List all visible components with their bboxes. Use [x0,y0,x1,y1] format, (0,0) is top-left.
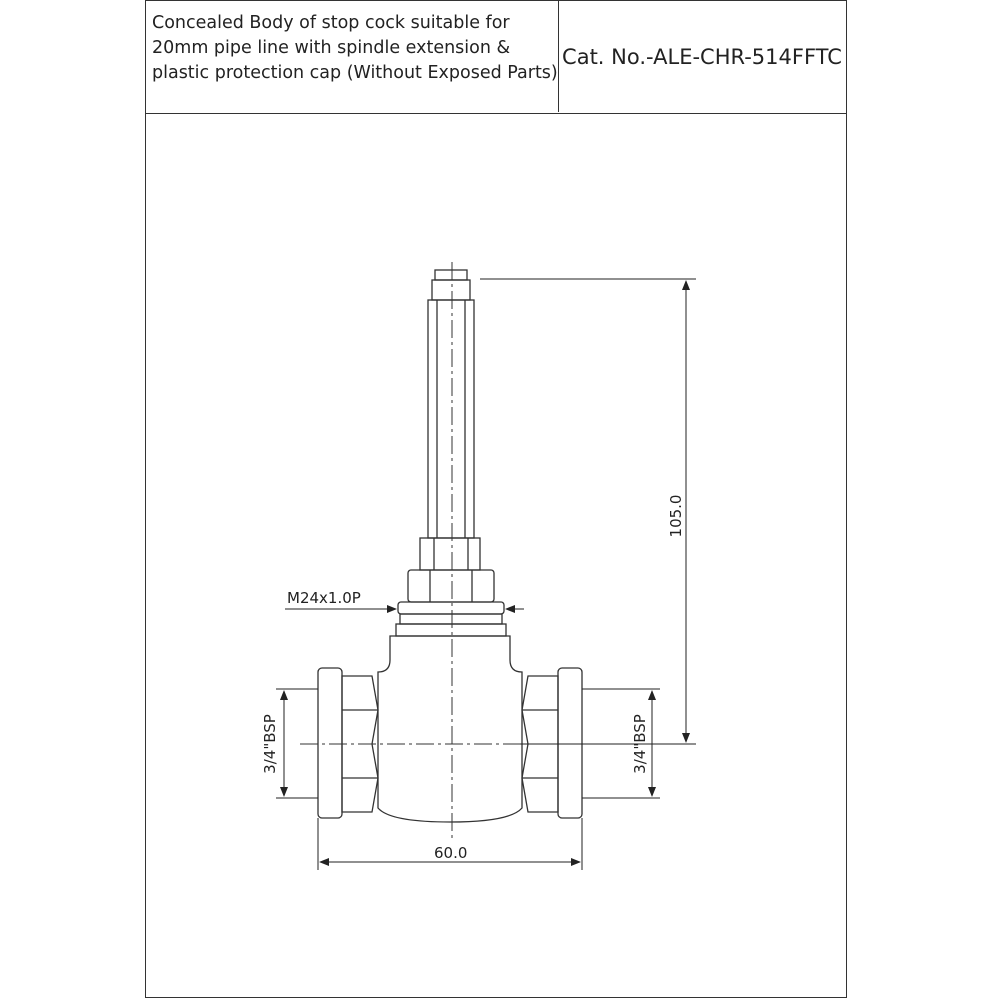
spindle-extension [428,300,474,538]
body-top-flange [396,624,506,636]
left-flange [318,668,342,818]
description-line-3: plastic protection cap (Without Exposed Parts) [152,63,558,83]
right-port-label: 3/4"BSP [631,714,649,774]
catalog-number: Cat. No.-ALE-CHR-514FFTC [562,44,842,69]
height-dimension-label: 105.0 [667,494,685,538]
center-lines [300,262,605,840]
thread-ring [398,602,504,614]
washer [400,614,502,624]
right-flange [558,668,582,818]
valve-body [378,636,522,822]
thread-label: M24x1.0P [287,589,361,607]
cap-collar [432,280,470,300]
width-dimension-label: 60.0 [434,844,468,862]
hex-bonnet [408,570,494,602]
protection-cap [435,270,467,280]
valve-outline [318,270,582,822]
gland-nut [420,538,480,570]
left-port-label: 3/4"BSP [261,714,279,774]
description-line-2: 20mm pipe line with spindle extension & [152,38,511,58]
dimension-lines [276,279,696,870]
description-line-1: Concealed Body of stop cock suitable for [152,13,510,33]
